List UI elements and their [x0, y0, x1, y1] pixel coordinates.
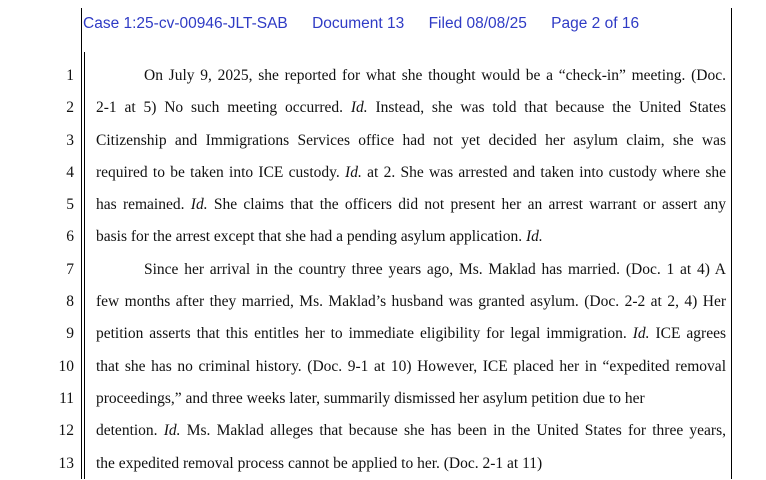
line-number: 11 [59, 389, 74, 407]
filed-date: Filed 08/08/25 [428, 15, 527, 32]
text-line: that she has no criminal history. (Doc. 9-1 at 10) However, ICE placed her in “expedited removal [96, 357, 726, 375]
right-margin-rule [731, 8, 732, 479]
text-line: basis for the arrest except that she had a pending asylum application. Id. [96, 228, 543, 246]
text-line: required to be taken into ICE custody. Id. at 2. She was arrested and taken into custody where she [96, 163, 726, 181]
line-number: 9 [66, 325, 74, 343]
line-number: 1 [66, 67, 74, 84]
line-number: 6 [66, 228, 74, 246]
text-line: 2-1 at 5) No such meeting occurred. Id. Instead, she was told that because the United States [96, 99, 726, 117]
line-number: 10 [58, 357, 74, 375]
text-line: has remained. Id. She claims that the officers did not present her an arrest warrant or assert any [96, 196, 726, 214]
line-number: 2 [66, 99, 74, 117]
text-line: petition asserts that this entitles her to immediate eligibility for legal immigration. Id. ICE agrees [96, 325, 726, 343]
line-number: 13 [58, 454, 74, 472]
text-line: Citizenship and Immigrations Services office had not yet decided her asylum claim, she was [96, 131, 726, 149]
left-margin-rule-inner [84, 52, 85, 479]
left-margin-rule [81, 8, 82, 479]
line-number: 4 [66, 163, 74, 181]
line-number: 8 [66, 293, 74, 311]
page-indicator: Page 2 of 16 [551, 15, 640, 32]
text-line: detention. Id. Ms. Maklad alleges that because she has been in the United States for three years, [96, 422, 726, 440]
case-number: Case 1:25-cv-00946-JLT-SAB [83, 15, 288, 32]
text-line: few months after they married, Ms. Maklad’s husband was granted asylum. (Doc. 2-2 at 2, 4) Her [96, 293, 726, 311]
page-header [83, 15, 639, 33]
document-number: Document 13 [312, 15, 405, 32]
line-number: 7 [66, 260, 74, 278]
text-line: On July 9, 2025, she reported for what she thought would be a “check-in” meeting. (Doc. [144, 67, 726, 84]
text-line: the expedited removal process cannot be applied to her. (Doc. 2-1 at 11) [96, 454, 543, 472]
text-line: Since her arrival in the country three years ago, Ms. Maklad has married. (Doc. 1 at 4) A [144, 260, 726, 278]
line-numbers [44, 60, 74, 480]
line-number: 5 [66, 196, 74, 214]
line-number: 12 [58, 422, 74, 440]
document-body [96, 60, 726, 480]
line-number: 3 [66, 131, 74, 149]
text-line: proceedings,” and three weeks later, summarily dismissed her asylum petition due to her [96, 389, 645, 407]
